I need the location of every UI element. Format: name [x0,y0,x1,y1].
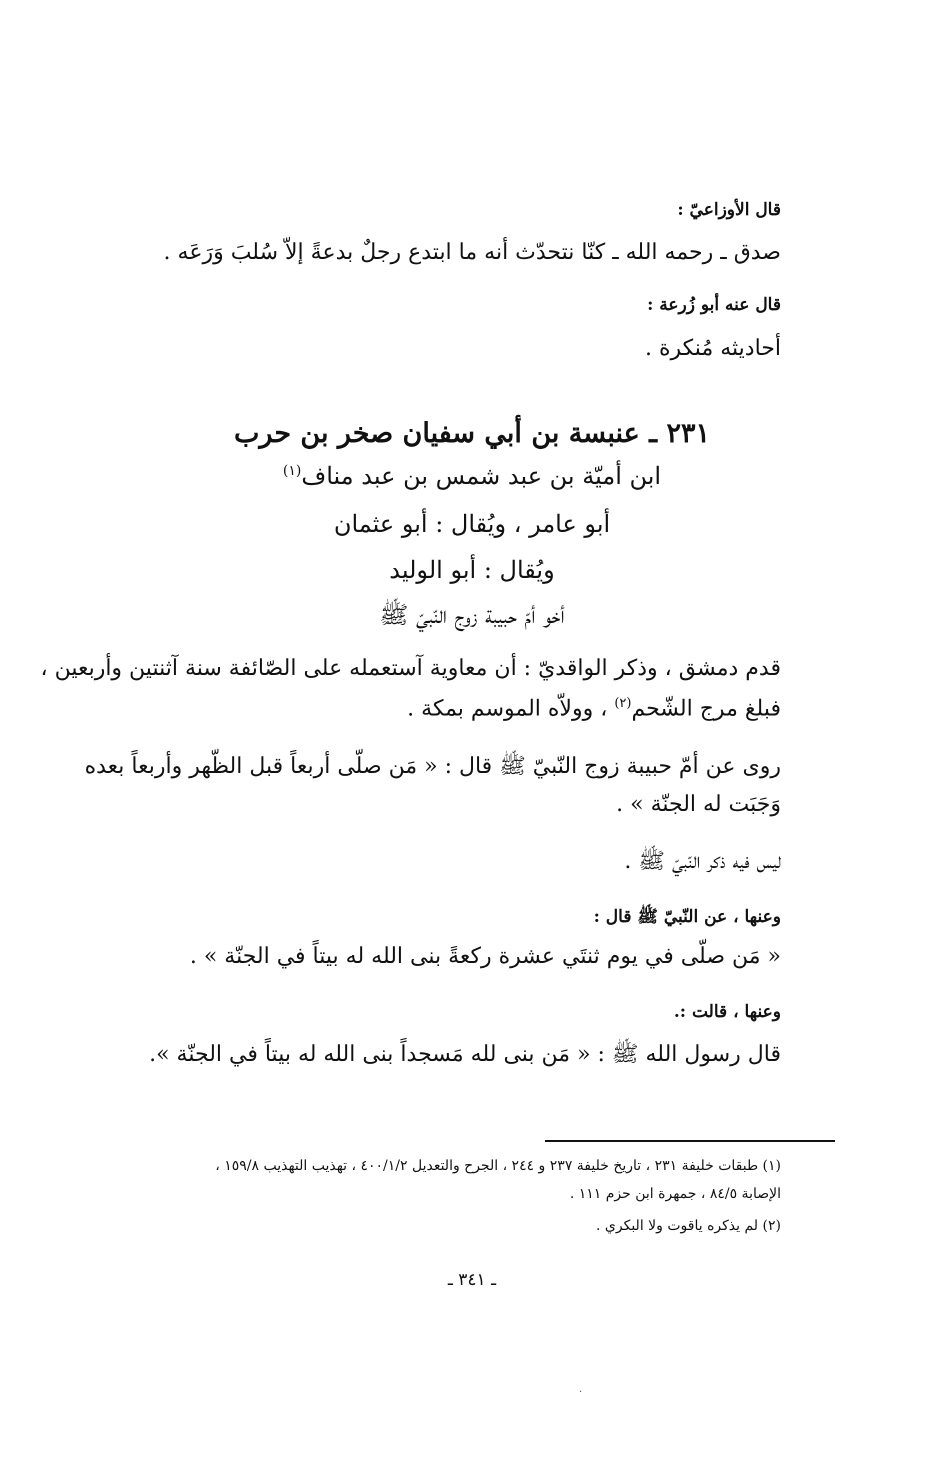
entry-lineage [0,462,944,490]
heading-abu-zura: قال عنه أبو زُرعة : [647,295,781,315]
footnote-divider [545,1140,835,1142]
entry-kunya: أبو عامر ، ويُقال : أبو عثمان [333,510,611,538]
entry-lineage-text: ابن أميّة بن عبد شمس بن عبد مناف [301,462,662,490]
heading-qalat: وعنها ، قالت :. [673,1002,781,1022]
entry-title: ٢٣١ ـ عنبسة بن أبي سفيان صخر بن حرب [234,418,710,449]
footnote-ref-1: (١) [282,463,302,479]
footnote-1a: (١) طبقات خليفة ٢٣١ ، تاريخ خليفة ٢٣٧ و ٢٤٤ ، الجرح والتعديل ٤٠٠/١/٢ ، تهذيب التهذيب ١٥٩/٨ ، [215,1158,781,1174]
footnote-2: (٢) لم يذكره ياقوت ولا البكري . [596,1218,781,1234]
paragraph-hadith-1b: وَجَبَت له الجنّة » . [616,792,781,817]
paragraph-munkara: أحاديثه مُنكرة . [645,336,781,361]
paragraph-damascus-1: قدم دمشق ، وذكر الواقديّ : أن معاوية آستعمله على الصّائفة سنة آثنتين وأربعين ، [40,656,781,681]
paragraph-hadith-2: « مَن صلّى في يوم ثنتَي عشرة ركعةً بنى الله له بيتاً في الجنّة » . [189,944,781,969]
heading-awzai: قال الأوزاعيّ : [677,200,781,220]
footnote-ref-2: (٢) [614,696,632,711]
paragraph-no-mention: ليس فيه ذكر النّبيّ ﷺ . [624,849,781,874]
page-number: ـ ٣٤١ ـ [447,1270,497,1290]
paragraph-damascus-2 [407,696,781,721]
entry-kunya-alt: ويُقال : أبو الوليد [389,556,555,584]
footnote-1b: الإصابة ٨٤/٥ ، جمهرة ابن حزم ١١١ . [569,1186,781,1202]
paragraph-hadith-3: قال رسول الله ﷺ : « مَن بنى لله مَسجداً بنى الله له بيتاً في الجنّة ». [149,1042,781,1067]
heading-wa-anha: وعنها ، عن النّبيّ ﷺ قال : [593,907,781,927]
entry-relation: أخو أمّ حبيبة زوج النّبيّ ﷺ [379,601,565,629]
mawsim-text: ، وولاّه الموسم بمكة . [407,696,608,722]
marj-text: فبلغ مرج الشّحم [631,696,781,722]
paragraph-awzai-quote: صدق ـ رحمه الله ـ كنّا نتحدّث أنه ما ابتدع رجلٌ بدعةً إلاّ سُلبَ وَرَعَه . [163,240,781,265]
paragraph-hadith-1a: روى عن أمّ حبيبة زوج النّبيّ ﷺ قال : « مَن صلّى أربعاً قبل الظّهر وأربعاً بعده [84,754,781,779]
scan-speck: · [579,1387,583,1398]
